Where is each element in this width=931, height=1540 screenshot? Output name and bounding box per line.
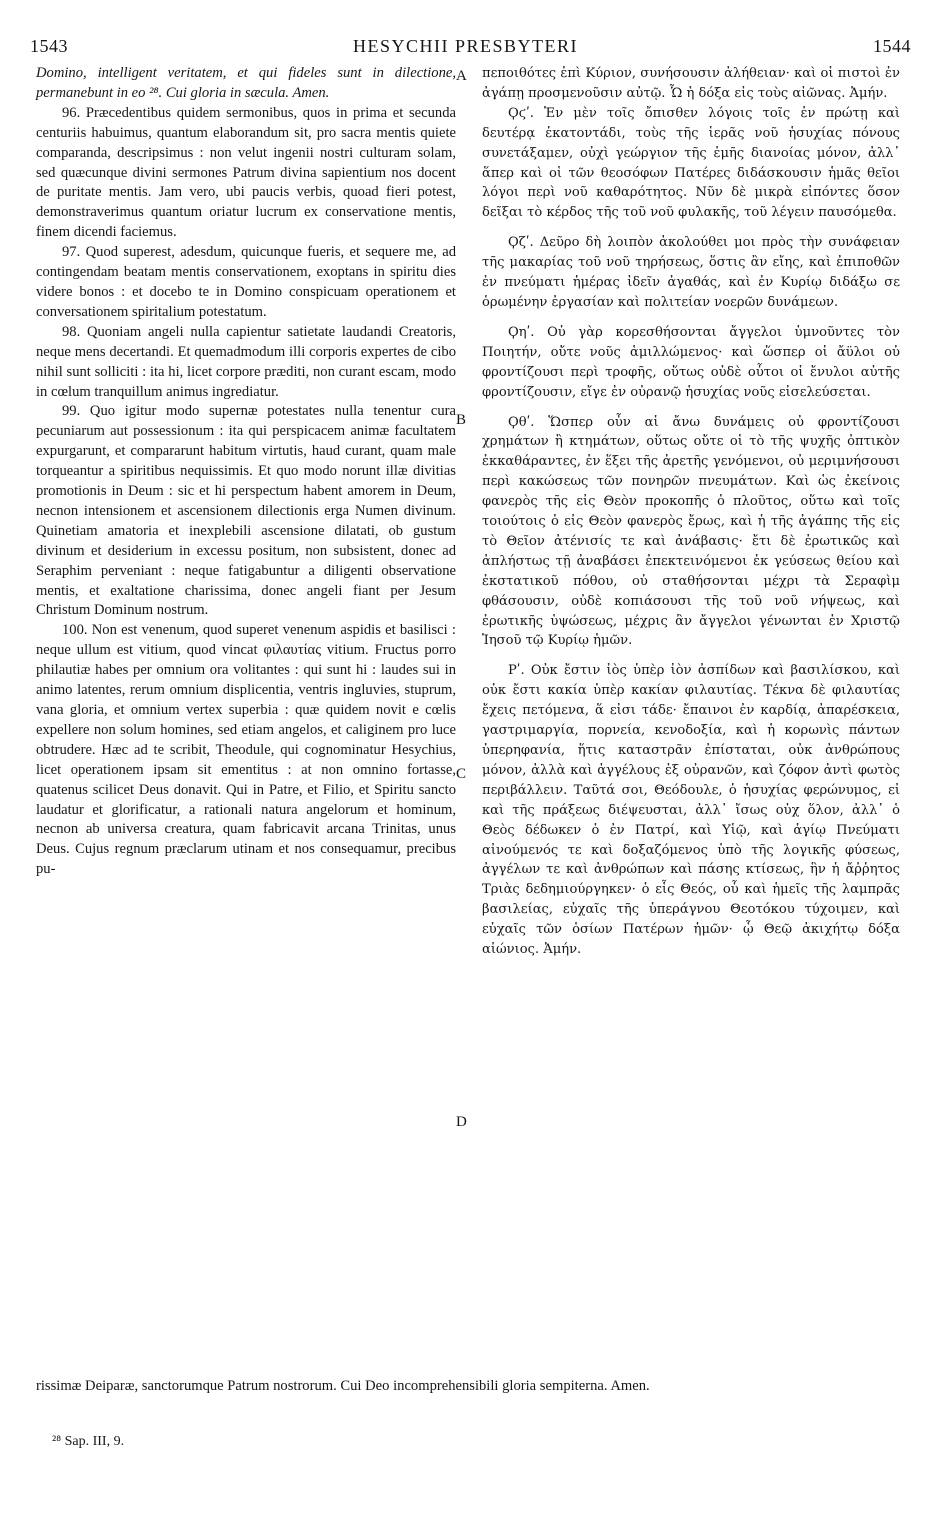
latin-closing-line: rissimæ Deiparæ, sanctorumque Patrum nostrorum. Cui Deo incomprehensibili gloria sempiterna. Amen. — [36, 1378, 650, 1394]
greek-paragraph-99: Ϙθʹ. Ὥσπερ οὖν αἱ ἄνω δυνάμεις οὐ φροντίζουσι χρημάτων ἢ κτημάτων, οὕτως οὔτε οἱ τὸ τῆς ψυχῆς ὀπτικὸν ἐκκαθάραντες, ἐν ἕξει τῆς ἀρετῆς γενόμενοι, οὐ μεριμνήσουσι περὶ κακώσεως τῶν πονηρῶν πνευμάτων. Καὶ ὡς ἐκείνοις φανερὸς τῆς εἰς Θεὸν προκοπῆς ὁ πλοῦτος, οὕτω καὶ τοῖς τοιούτοις ὁ εἰς Θεὸν φανερὸς ἔρως, καὶ ἡ τῆς ἀγάπης τῆς εἰς τὸ Θεῖον ἀτένισίς τε καὶ ἀνάβασις· ἔτι δὲ ἐρωτικῶς καὶ ἀπλήστως τῇ ἀναβάσει ἐπεκτεινόμενοι ἐκ γεύσεως θείου καὶ ἐκστατικοῦ πόθου, οὐ σταθήσονται μέχρι τὰ Σεραφὶμ φθάσουσιν, οὐδὲ κοπιάσουσι τῆς τοῦ νοῦ νήψεως, καὶ ἐρωτικῆς ὑψώσεως, μέχρις ἂν ἄγγελοι γένωνται ἐν Χριστῷ Ἰησοῦ τῷ Κυρίῳ ἡμῶν. — [482, 414, 900, 649]
footnote: ²⁸ Sap. III, 9. — [52, 1434, 125, 1449]
column-marker-b: B — [456, 412, 467, 428]
latin-paragraph-98: 98. Quoniam angeli nulla capientur satietate laudandi Creatoris, neque mens decertandi. Et quemadmodum illi corporis expertes de cibo nihil sunt solliciti : ita hi, licet corpore præditi, non curant escam, modo in cœlum tranquillum animus ingrediatur. — [36, 323, 456, 400]
latin-paragraph-99: 99. Quo igitur modo supernæ potestates nulla tenentur cura pecuniarum aut possessionum : ita qui perspicacem animæ facultatem expurgarunt, et compararunt habitum virtutis, haud curant, quam male torqueantur a spiritibus nequissimis. Et quo modo norunt illæ divitias promotionis in Deum : sic et hi perspectum habent amorem in Deum, necnon intensionem et ascensionem dilectionis erga Numen divinum. Quinetiam amatoria et inexplebili ascensione dilatati, ob gustum divinum et desiderium in excessu positum, non subsistent, donec ad Seraphim perveniant : neque fatigabuntur a diligenti observatione mentis, et exaltatione charissima, donec angeli fiant per Jesum Christum Dominum nostrum. — [36, 403, 456, 619]
greek-paragraph-intro: πεποιθότες ἐπὶ Κύριον, συνήσουσιν ἀλήθειαν· καὶ οἱ πιστοὶ ἐν ἀγάπῃ προσμενοῦσιν αὐτῷ. Ὧ ἡ δόξα εἰς τοὺς αἰῶνας. Ἀμήν. — [482, 66, 900, 101]
page-number-right: 1544 — [873, 36, 911, 56]
running-header — [0, 36, 931, 66]
latin-paragraph-97: 97. Quod superest, adesdum, quicunque fueris, et sequere me, ad contingendam beatam mentis conservationem, exoptans in spiritu dies videre bonos : et docebo te in Domino conspicuam operationem et conversationem spiritalium potestatum. — [36, 244, 456, 320]
latin-paragraph-intro: Domino, intelligent veritatem, et qui fideles sunt in dilectione, permanebunt in eo ²⁸. Cui gloria in sæcula. Amen. — [36, 65, 456, 101]
latin-column — [36, 64, 456, 880]
greek-paragraph-100: Ρʹ. Οὐκ ἔστιν ἰὸς ὑπὲρ ἰὸν ἀσπίδων καὶ βασιλίσκου, καὶ οὐκ ἔστι κακία ὑπὲρ κακίαν φιλαυτίας. Τέκνα δὲ φιλαυτίας ἔχεις πετόμενα, ἅ εἰσι τάδε· ἔπαινοι ἐν καρδίᾳ, ἀπαρέσκεια, γαστριμαργία, πορνεία, κενοδοξία, καὶ ἡ κορωνὶς πάντων ὑπερηφανία, ἥτις καταστρᾶν ἐπίσταται, οὐκ ἀνθρώπους μόνον, ἀλλὰ καὶ ἀγγέλους ἐξ οὐρανῶν, καὶ ζόφον ἀντὶ φωτὸς περιβάλλειν. Ταῦτά σοι, Θεόδουλε, ὁ ἡσυχίας φερώνυμος, εἰ καὶ τῆς πράξεως διέψευσται, ἀλλ᾽ ἴσως οὐχ ὅλον, ἀλλ᾽ ὁ Θεὸς δέδωκεν ὁ ἐν Πατρί, καὶ Υἱῷ, καὶ ἁγίῳ Πνεύματι αἰνούμενός τε καὶ δοξαζόμενος ὑπὸ τῆς λογικῆς φύσεως, ἀγγέλων τε καὶ ἀνθρώπων καὶ πάσης κτίσεως, ἣν ἡ ἄῤῥητος Τριὰς δεδημιούργηκεν· ὁ εἷς Θεός, οὗ καὶ ἡμεῖς τῆς λαμπρᾶς βασιλείας, εὐχαῖς τῆς ὑπεράγνου Θεοτόκου τύχοιμεν, καὶ εὐχαῖς τῶν ὁσίων Πατέρων ἡμῶν· ᾧ Θεῷ ἀκιχήτῳ δόξα αἰώνιος. Ἀμήν. — [482, 663, 900, 958]
latin-paragraph-96: 96. Præcedentibus quidem sermonibus, quos in prima et secunda centuriis habuimus, quantum elaborandum sit, pro sacra mentis quiete comparanda, descripsimus : non velut ingenii nostri culturam solam, sed quæcunque divini sermones Patrum divina sapientium nos docent de puritate mentis. Jam vero, ubi paucis verbis, quoad fieri potest, demonstraverimus quantum oriatur lucrum ex conservatione mentis, finem dicendi faciemus. — [36, 104, 456, 241]
running-title: HESYCHII PRESBYTERI — [352, 36, 578, 56]
greek-column — [482, 64, 900, 960]
greek-paragraph-98: Ϙηʹ. Οὐ γὰρ κορεσθήσονται ἄγγελοι ὑμνοῦντες τὸν Ποιητήν, οὔτε νοῦς ἁμιλλώμενος· καὶ ὥσπερ οἱ ἄϋλοι οὐ φροντίζουσι περὶ τροφῆς, οὕτως οὐδὲ οὗτοι οἱ ἔνυλοι αὐτῆς φροντίζουσιν, εἴγε ἐν οὐρανῷ ἡσυχίας νοῦς εἰσελεύσεται. — [482, 324, 900, 400]
page-number-left: 1543 — [30, 36, 68, 56]
column-marker-d: D — [456, 1114, 467, 1130]
greek-paragraph-97: Ϙζʹ. Δεῦρο δὴ λοιπὸν ἀκολούθει μοι πρὸς τὴν συνάφειαν τῆς μακαρίας τοῦ νοῦ τηρήσεως, ὅστις ἂν εἴης, καὶ ἐπιποθῶν ἐν πνεύματι ἡμέρας ἰδεῖν ἀγαθάς, καὶ ἐν Κυρίῳ διδάξω σε ὁρωμένην ἐργασίαν καὶ πολιτείαν νοερῶν δυνάμεων. — [482, 235, 900, 310]
column-marker-a: A — [456, 68, 467, 84]
column-marker-c: C — [456, 766, 467, 782]
latin-paragraph-100: 100. Non est venenum, quod superet venenum aspidis et basilisci : neque ullum est vitium, quod vincat φιλαυτίας vitium. Fructus porro philautiæ habes per omnium ora volitantes : qui sunt hi : laudes sui in animo latentes, rerum omnium displicentia, ventris ingluvies, stuprum, vana gloria, et omnium vertex superbia : quæ quidem novit e cœlis expellere non solum homines, sed etiam angelos, et caliginem pro luce obtrudere. Hæc ad te scribit, Theodule, qui cognominatur Hesychius, licet operationem ipsam sit ementitus : at non omnino fortasse, quatenus scilicet Deus donavit. Qui in Patre, et Filio, et Spiritu sancto laudatur et glorificatur, a rationali natura angelorum et hominum, necnon ab universa creatura, quam fabricavit arcana Trinitas, unus Deus. Cujus regnum præclarum utinam et nos consequamur, precibus pu- — [36, 622, 456, 878]
greek-paragraph-96: Ϙϛʹ. Ἐν μὲν τοῖς ὄπισθεν λόγοις τοῖς ἐν πρώτῃ καὶ δευτέρᾳ ἑκατοντάδι, τοὺς τῆς ἱερᾶς νοῦ ἡσυχίας πόνους συνετάξαμεν, οὐχὶ γεώργιον τῆς ἐμῆς διανοίας μόνον, ἀλλ᾽ ἅπερ καὶ οἱ τῶν θεοσόφων Πατέρες διδάσκουσιν ἡμᾶς θεῖοι λόγοι περὶ νοῦ καθαρότητος. Νῦν δὲ μικρὰ εἰπόντες ὅσον δεῖξαι τὸ κέρδος τῆς τοῦ νοῦ φυλακῆς, τοῦ λέγειν παυσόμεθα. — [482, 105, 900, 221]
